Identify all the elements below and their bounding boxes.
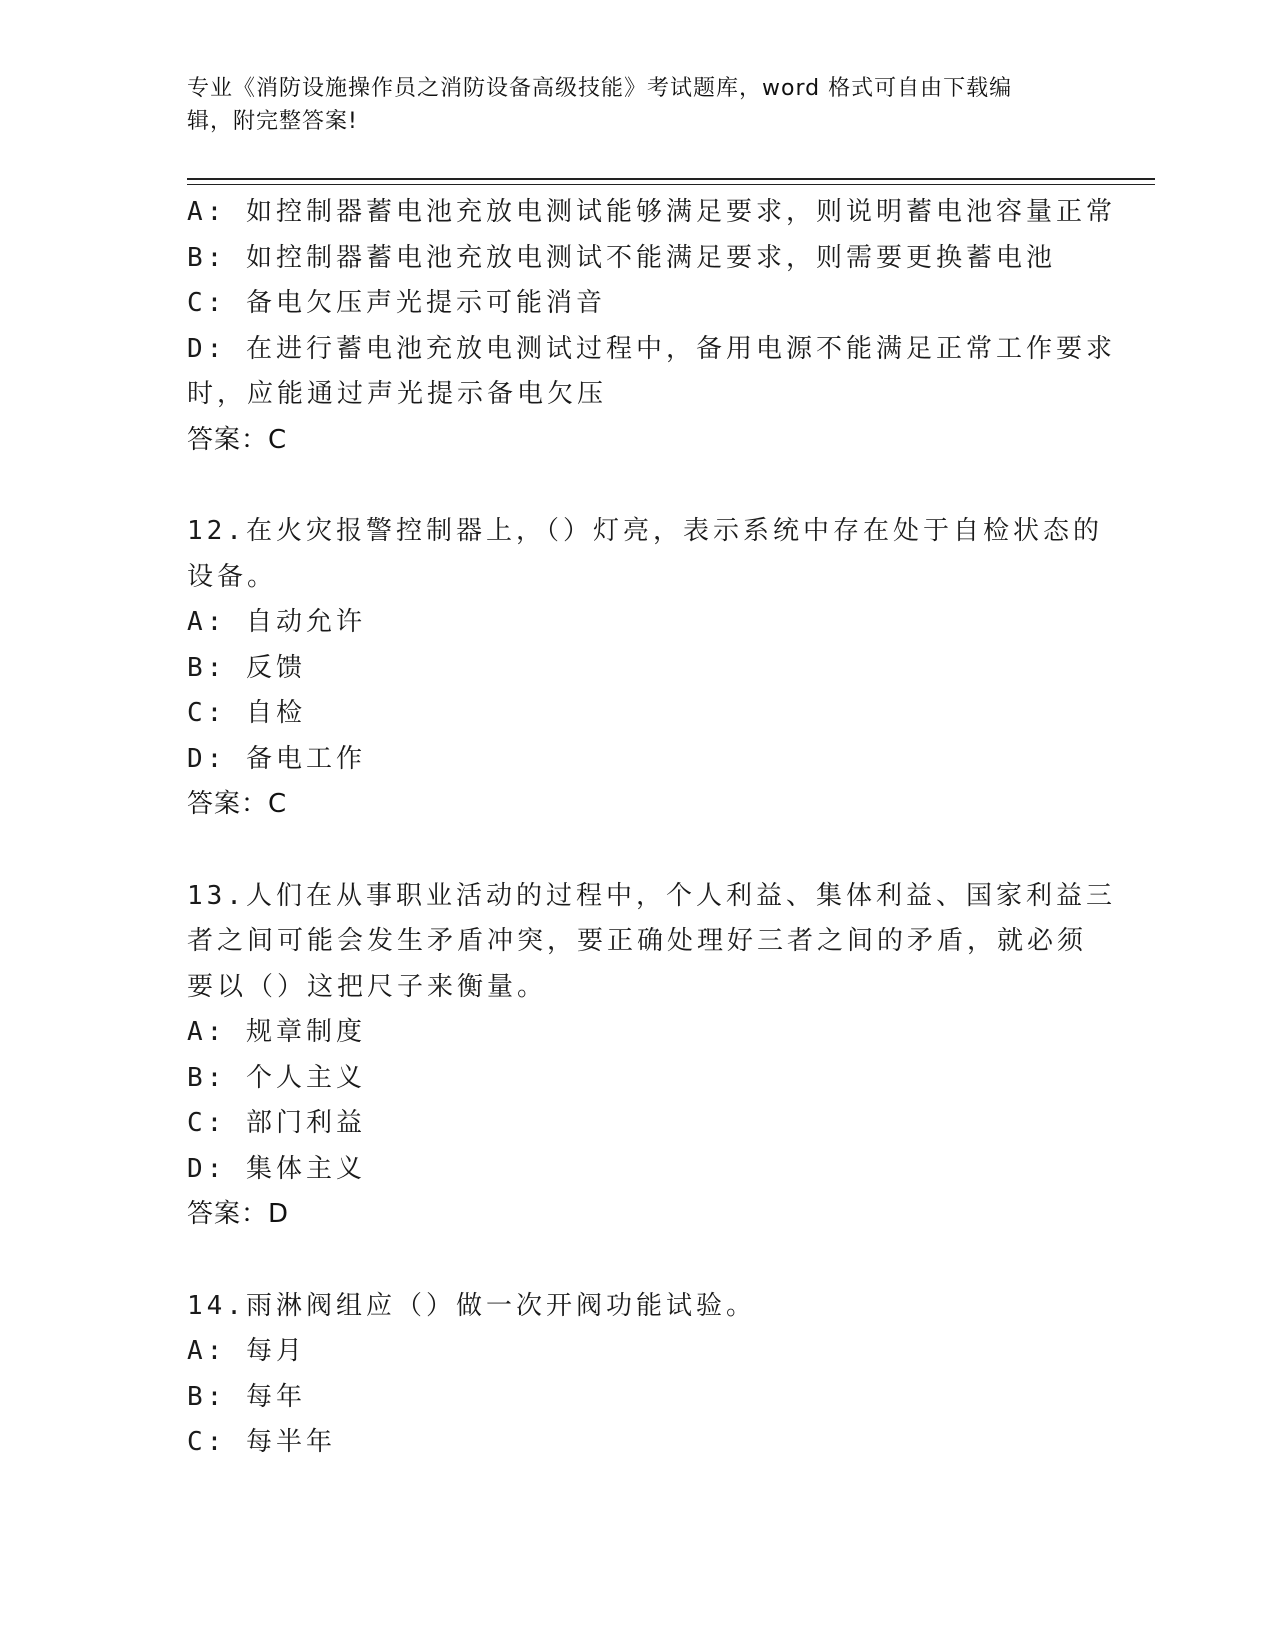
option-c: C: 自检 [187, 698, 306, 728]
option-c: C: 备电欠压声光提示可能消音 [187, 288, 606, 318]
answer: 答案：C [187, 789, 288, 819]
question-stem-line-1: 14.雨淋阀组应（）做一次开阀功能试验。 [187, 1290, 756, 1321]
spacer [187, 1238, 1087, 1284]
question-stem-line-1: 12.在火灾报警控制器上，（）灯亮，表示系统中存在处于自检状态的 [187, 516, 1103, 546]
spacer [187, 828, 1087, 874]
question-14 [187, 1284, 1087, 1466]
answer: 答案：D [187, 1199, 290, 1229]
header-line-2: 辑，附完整答案! [187, 109, 358, 134]
option-a: A: 规章制度 [187, 1017, 366, 1047]
option-d-line-1: D: 在进行蓄电池充放电测试过程中，备用电源不能满足正常工作要求 [187, 333, 1116, 364]
header-rule-thin [187, 184, 1155, 185]
header-line-1: 专业《消防设施操作员之消防设备高级技能》考试题库，word 格式可自由下载编 [187, 76, 1013, 101]
option-b: B: 反馈 [187, 652, 306, 683]
option-d-line-2: 时，应能通过声光提示备电欠压 [187, 379, 608, 409]
option-a: A: 如控制器蓄电池充放电测试能够满足要求，则说明蓄电池容量正常 [187, 197, 1116, 227]
spacer [187, 463, 1087, 509]
option-d: D: 备电工作 [187, 743, 366, 774]
option-a: A: 每月 [187, 1336, 306, 1366]
document-header [187, 72, 1067, 138]
question-13 [187, 874, 1116, 1238]
option-c: C: 每半年 [187, 1427, 336, 1457]
option-c: C: 部门利益 [187, 1108, 366, 1138]
question-stem-line-2: 者之间可能会发生矛盾冲突，要正确处理好三者之间的矛盾，就必须 [187, 926, 1088, 956]
question-content [187, 190, 1116, 1466]
question-12 [187, 509, 1103, 828]
option-d: D: 集体主义 [187, 1153, 366, 1184]
question-stem-line-1: 13.人们在从事职业活动的过程中，个人利益、集体利益、国家利益三 [187, 880, 1116, 911]
question-11 [187, 190, 1116, 463]
option-b: B: 个人主义 [187, 1062, 366, 1093]
header-rule-thick [187, 178, 1155, 180]
answer: 答案：C [187, 424, 288, 455]
question-stem-line-3: 要以（）这把尺子来衡量。 [187, 971, 548, 1002]
option-b: B: 如控制器蓄电池充放电测试不能满足要求，则需要更换蓄电池 [187, 242, 1056, 273]
option-a: A: 自动允许 [187, 607, 366, 637]
question-stem-line-2: 设备。 [187, 561, 278, 592]
option-b: B: 每年 [187, 1381, 306, 1412]
